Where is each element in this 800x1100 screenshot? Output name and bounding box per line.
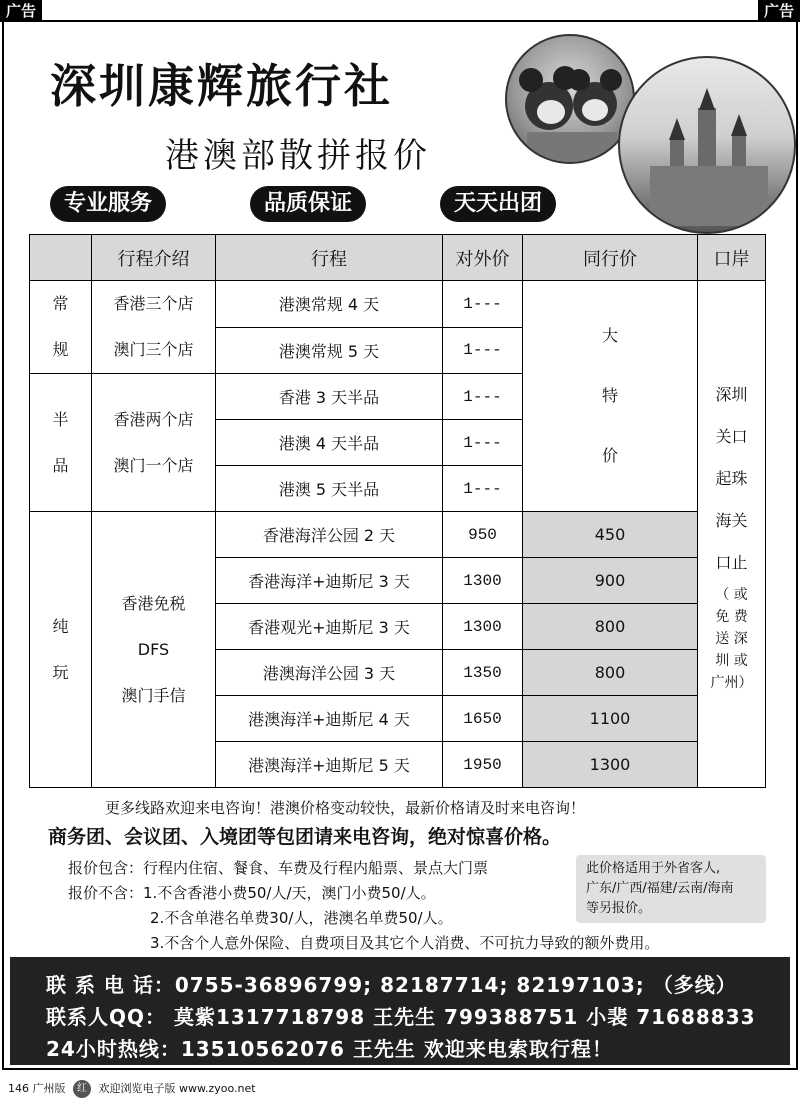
table-row: [30, 281, 766, 328]
route-cell: 港澳 4 天半品: [216, 420, 443, 466]
header-price-out: 对外价: [443, 235, 523, 281]
special-price-cell: 大 特 价: [523, 281, 698, 512]
service-pill: 专业服务: [50, 186, 166, 222]
route-cell: 港澳常规 4 天: [216, 281, 443, 328]
price-excludes-1: 报价不含：1.不含香港小费50/人/天，澳门小费50/人。: [68, 884, 436, 902]
contact-phone: 联 系 电 话：0755-36896799; 82187714; 82197103; （多线）: [46, 973, 737, 997]
price-out-cell: 1350: [443, 650, 523, 696]
price-out-cell: 1300: [443, 558, 523, 604]
price-peer-cell: 450: [523, 512, 698, 558]
daily-departure-pill: 天天出团: [440, 186, 556, 222]
page-footer: [8, 1080, 256, 1098]
contact-qq: 联系人QQ： 莫紫1317718798 王先生 799388751 小裴 71688833: [46, 1005, 756, 1029]
header-blank: [30, 235, 92, 281]
port-cell: 深圳 关口 起珠 海关 口止 （ 或 免 费 送 深 圳 或 广州）: [698, 281, 766, 788]
price-peer-cell: 800: [523, 604, 698, 650]
header-port: 口岸: [698, 235, 766, 281]
contact-hotline: 24小时热线：13510562076 王先生 欢迎来电索取行程！: [46, 1037, 613, 1061]
price-excludes-2: 2.不含单港名单费30/人，港澳名单费50/人。: [150, 909, 453, 927]
page-number: 146: [8, 1082, 29, 1095]
route-cell: 港澳海洋+迪斯尼 4 天: [216, 696, 443, 742]
mickey-minnie-photo: [505, 34, 635, 164]
route-cell: 香港海洋+迪斯尼 3 天: [216, 558, 443, 604]
intro-cell: 香港两个店 澳门一个店: [92, 374, 216, 512]
route-cell: 港澳 5 天半品: [216, 466, 443, 512]
castle-photo: [618, 56, 796, 234]
header-intro: 行程介绍: [92, 235, 216, 281]
table-header-row: [30, 235, 766, 281]
price-table: [29, 234, 766, 788]
quality-pill: 品质保证: [250, 186, 366, 222]
group-tour-note: 商务团、会议团、入境团等包团请来电咨询，绝对惊喜价格。: [48, 826, 562, 848]
header-route: 行程: [216, 235, 443, 281]
category-cell: 常 规: [30, 281, 92, 374]
price-includes: 报价包含：行程内住宿、餐食、车费及行程内船票、景点大门票: [68, 859, 489, 877]
contact-footer: [10, 957, 790, 1065]
category-cell: 纯 玩: [30, 512, 92, 788]
price-peer-cell: 1100: [523, 696, 698, 742]
intro-cell: 香港免税 DFS 澳门手信: [92, 512, 216, 788]
price-out-cell: 1---: [443, 374, 523, 420]
price-out-cell: 1300: [443, 604, 523, 650]
price-peer-cell: 900: [523, 558, 698, 604]
header-price-peer: 同行价: [523, 235, 698, 281]
table-row: [30, 512, 766, 558]
route-cell: 港澳海洋公园 3 天: [216, 650, 443, 696]
route-cell: 香港 3 天半品: [216, 374, 443, 420]
more-routes-note: 更多线路欢迎来电咨询！港澳价格变动较快，最新价格请及时来电咨询！: [105, 799, 586, 817]
price-out-cell: 1650: [443, 696, 523, 742]
magazine-badge-icon: 红: [73, 1080, 91, 1098]
company-name: 深圳康辉旅行社: [50, 59, 393, 113]
edition-label: 广州版: [32, 1082, 66, 1095]
ad-tag-right: 广告: [758, 0, 800, 22]
price-out-cell: 1950: [443, 742, 523, 788]
out-of-province-note: 此价格适用于外省客人, 广东/广西/福建/云南/海南 等另报价。: [576, 855, 766, 923]
price-out-cell: 950: [443, 512, 523, 558]
website-text: 欢迎浏览电子版 www.zyoo.net: [98, 1082, 256, 1095]
price-out-cell: 1---: [443, 281, 523, 328]
intro-cell: 香港三个店 澳门三个店: [92, 281, 216, 374]
price-out-cell: 1---: [443, 466, 523, 512]
ad-tag-left: 广告: [0, 0, 42, 22]
price-out-cell: 1---: [443, 420, 523, 466]
route-cell: 香港海洋公园 2 天: [216, 512, 443, 558]
route-cell: 港澳常规 5 天: [216, 327, 443, 374]
price-peer-cell: 1300: [523, 742, 698, 788]
price-excludes-3: 3.不含个人意外保险、自费项目及其它个人消费、不可抗力导致的额外费用。: [150, 934, 660, 952]
price-peer-cell: 800: [523, 650, 698, 696]
route-cell: 香港观光+迪斯尼 3 天: [216, 604, 443, 650]
route-cell: 港澳海洋+迪斯尼 5 天: [216, 742, 443, 788]
price-out-cell: 1---: [443, 327, 523, 374]
subtitle: 港澳部散拼报价: [165, 136, 431, 176]
category-cell: 半 品: [30, 374, 92, 512]
